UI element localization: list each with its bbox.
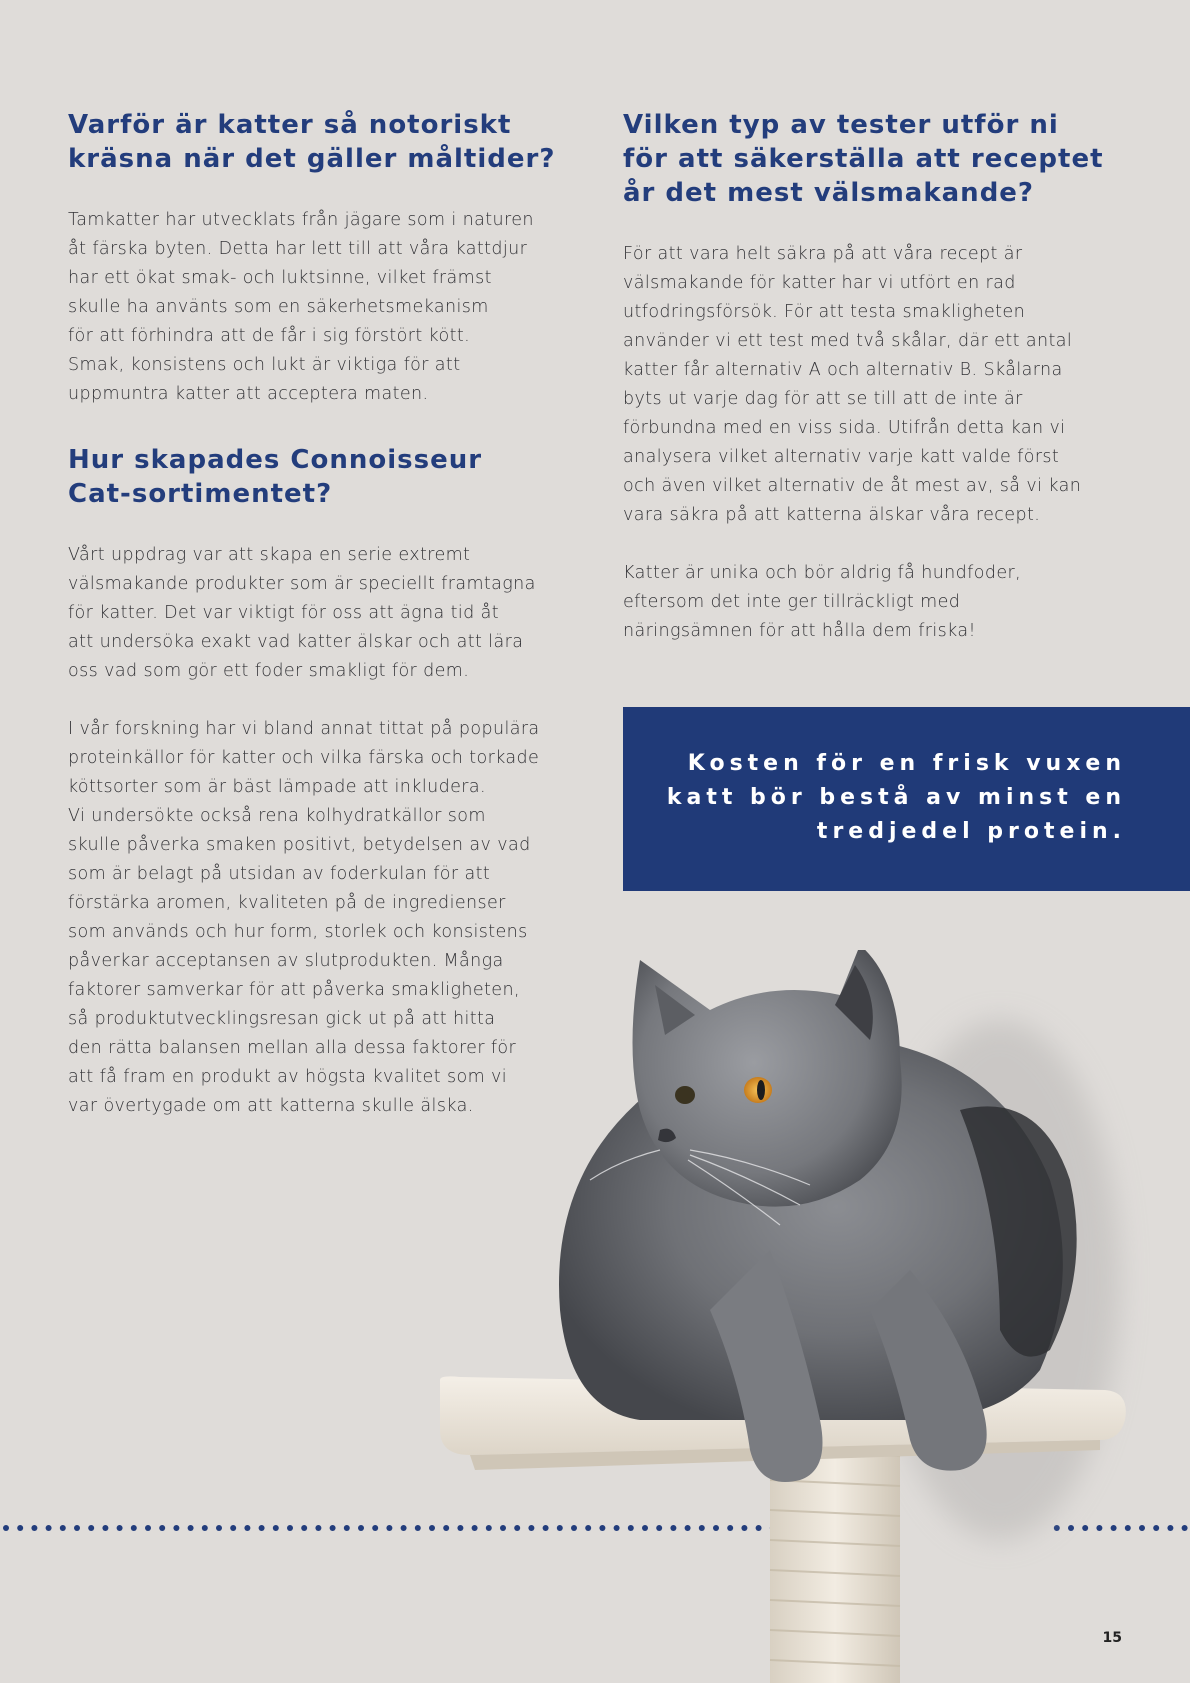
divider-dot [31,1525,37,1531]
cat-photo [440,950,1150,1683]
divider-dot [330,1525,336,1531]
divider-dot [3,1525,9,1531]
quote-box [623,707,1190,891]
divider-dot [259,1525,265,1531]
divider-dot [88,1525,94,1531]
heading-how-created: Hur skapades Connoisseur Cat-sortimentet? [68,445,483,509]
divider-dot [74,1525,80,1531]
divider-dot [344,1525,350,1531]
divider-dot [216,1525,222,1531]
paragraph-research: I vår forskning har vi bland annat tittat på populära proteinkällor för katter och vilka färska och torkade köttsorter som är bäst lämpade att inkludera. Vi undersökte också rena kolhydratkällor som skulle påverka smaken positivt, betydelsen av vad som är belagt på utsidan av foderkulan för att förstärka aromen, kvaliteten på de ingredienser som används och hur form, storlek och konsistens påverkar acceptansen av slutprodukten. Många faktorer samverkar för att påverka smakligheten, så produktutvecklingsresan gick ut på att hitta den rätta balansen mellan alla dessa faktorer för att få fram en produkt av högsta kvalitet som vi var övertygade om att katterna skulle älska. [68,719,540,1116]
right-column [623,108,1123,646]
heading-why-picky: Varför är katter så notoriskt kräsna när det gäller måltider? [68,110,556,174]
divider-dot [202,1525,208,1531]
divider-dot [159,1525,165,1531]
paragraph-mission: Vårt uppdrag var att skapa en serie extremt välsmakande produkter som är speciellt framtagna för katter. Det var viktigt för oss att ägna tid åt att undersöka exakt vad katter älskar och att lära oss vad som gör ett foder smakligt för dem. [68,545,536,681]
divider-dot [60,1525,66,1531]
paragraph-why-picky: Tamkatter har utvecklats från jägare som i naturen åt färska byten. Detta har lett till att våra kattdjur har ett ökat smak- och luktsinne, vilket främst skulle ha använts som en säkerhetsmekanism för att förhindra att de får i sig förstört kött. Smak, konsistens och lukt är viktiga för att uppmuntra katter att acceptera maten. [68,210,534,404]
divider-dot [386,1525,392,1531]
paragraph-no-dog-food: Katter är unika och bör aldrig få hundfoder, eftersom det inte ger tillräckligt med näringsämnen för att hålla dem friska! [623,563,1022,641]
divider-dot [401,1525,407,1531]
divider-dot [429,1525,435,1531]
divider-dot [46,1525,52,1531]
divider-dot [145,1525,151,1531]
divider-dot [17,1525,23,1531]
divider-dot [1182,1525,1188,1531]
divider-dot [315,1525,321,1531]
page-number: 15 [1102,1630,1122,1646]
divider-dot [131,1525,137,1531]
divider-dot [358,1525,364,1531]
divider-dot [117,1525,123,1531]
divider-dot [102,1525,108,1531]
paragraph-tests: För att vara helt säkra på att våra recept är välsmakande för katter har vi utfört en rad utfodringsförsök. För att testa smakligheten använder vi ett test med två skålar, där ett antal katter får alternativ A och alternativ B. Skålarna byts ut varje dag för att se till att de inte är förbundna med en viss sida. Utifrån detta kan vi analysera vilket alternativ varje katt valde först och även vilket alternativ de åt mest av, så vi kan vara säkra på att katterna älskar våra recept. [623,244,1082,525]
divider-dot [173,1525,179,1531]
divider-dot [244,1525,250,1531]
divider-dot [188,1525,194,1531]
quote-text: Kosten för en frisk vuxen katt bör bestå av minst en tredjedel protein. [666,751,1126,844]
divider-dot [372,1525,378,1531]
divider-dot [301,1525,307,1531]
divider-dot [287,1525,293,1531]
divider-dot [230,1525,236,1531]
heading-tests: Vilken typ av tester utför ni för att säkerställa att receptet år det mest välsmakande? [623,110,1104,208]
divider-dot [1153,1525,1159,1531]
divider-dot [273,1525,279,1531]
divider-dot [1167,1525,1173,1531]
divider-dot [415,1525,421,1531]
